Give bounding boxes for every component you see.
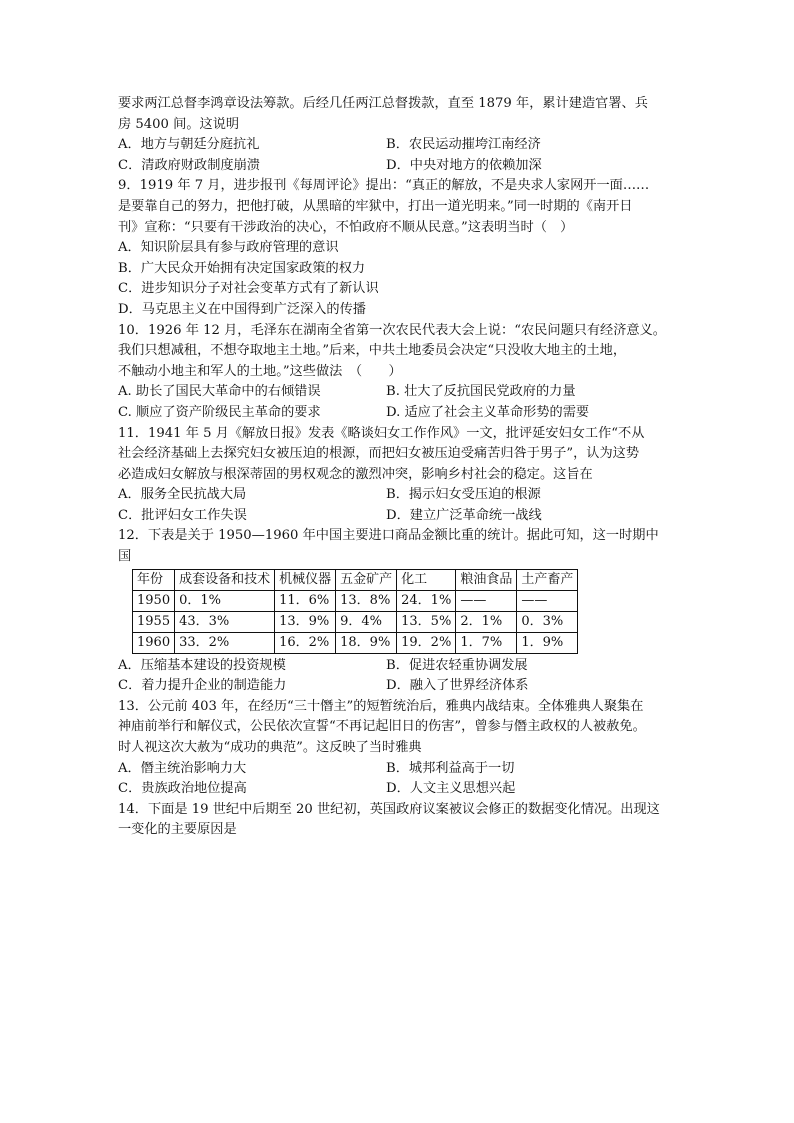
table-header-cell: 年份 xyxy=(133,569,175,590)
import-share-table xyxy=(132,569,578,654)
option-c: C．批评妇女工作失误 xyxy=(118,507,247,523)
table-cell: 2．1% xyxy=(456,611,517,632)
table-cell: 11．6% xyxy=(275,590,336,611)
options-row xyxy=(118,382,678,403)
table-cell: 19．2% xyxy=(397,632,456,653)
option-d: D. 适应了社会主义革命形势的需要 xyxy=(386,404,590,420)
options-row xyxy=(118,676,678,697)
option-d: D．马克思主义在中国得到广泛深入的传播 xyxy=(118,301,366,317)
question-stem-line: 时人视这次大赦为“成功的典范”。这反映了当时雅典 xyxy=(118,740,422,756)
question-stem-line: 必造成妇女解放与根深蒂固的男权观念的激烈冲突，影响乡村社会的稳定。这旨在 xyxy=(118,466,593,482)
option-c: C．贵族政治地位提高 xyxy=(118,781,247,797)
question-stem-line: 10．1926 年 12 月，毛泽东在湖南全省第一次农民代表大会上说：“农民问题只有经济意义。 xyxy=(118,322,666,338)
question-stem-line: 刊》宣称：“只要有干涉政治的决心，不怕政府不顺从民意。”这表明当时（ ） xyxy=(118,219,574,235)
question-9 xyxy=(118,176,678,320)
table-cell: 1．7% xyxy=(456,632,517,653)
table-cell: 43．3% xyxy=(175,611,275,632)
question-8 xyxy=(118,94,678,176)
question-11 xyxy=(118,424,678,527)
table-row xyxy=(133,590,578,611)
table-cell: 13．8% xyxy=(336,590,397,611)
exam-page xyxy=(118,94,678,841)
table-header-cell: 成套设备和技术 xyxy=(175,569,275,590)
option-a: A．知识阶层具有参与政府管理的意识 xyxy=(118,240,339,256)
options-row xyxy=(118,506,678,527)
question-stem-line: 要求两江总督李鸿章设法筹款。后经几任两江总督拨款，直至 1879 年，累计建造官署、兵 xyxy=(118,96,648,111)
table-header-cell: 机械仪器 xyxy=(275,569,336,590)
option-d: D．人文主义思想兴起 xyxy=(386,781,516,797)
table-header-row xyxy=(133,569,578,590)
question-13 xyxy=(118,697,678,800)
option-b: B．揭示妇女受压迫的根源 xyxy=(386,487,541,503)
option-b: B．农民运动摧垮江南经济 xyxy=(386,137,541,153)
question-stem-line: 9．1919 年 7 月，进步报刊《每周评论》提出：“真正的解放，不是央求人家网开一面…… xyxy=(118,178,650,194)
question-stem-line: 一变化的主要原因是 xyxy=(118,822,237,838)
option-a: A．服务全民抗战大局 xyxy=(118,487,247,503)
option-d: D．融入了世界经济体系 xyxy=(386,678,529,694)
options-row xyxy=(118,759,678,780)
option-d: D．建立广泛革命统一战线 xyxy=(386,507,542,523)
table-cell: 13．5% xyxy=(397,611,456,632)
option-a: A．僭主统治影响力大 xyxy=(118,760,247,776)
option-b: B．广大民众开始拥有决定国家政策的权力 xyxy=(118,260,366,276)
table-cell: 13．9% xyxy=(275,611,336,632)
options-row xyxy=(118,779,678,800)
question-stem-line: 14．下面是 19 世纪中后期至 20 世纪初，英国政府议案被议会修正的数据变化情况。出现这 xyxy=(118,801,660,817)
question-stem-line: 神庙前举行和解仪式，公民依次宣誓“不再记起旧日的伤害”，曾参与僭主政权的人被赦免。 xyxy=(118,719,646,735)
table-row xyxy=(133,611,578,632)
option-b: B．城邦利益高于一切 xyxy=(386,760,515,776)
question-stem-line: 是要靠自己的努力，把他打破，从黑暗的牢狱中，打出一道光明来。”同一时期的《南开日 xyxy=(118,198,633,214)
question-14 xyxy=(118,800,678,841)
table-cell: 16．2% xyxy=(275,632,336,653)
option-c: C．清政府财政制度崩溃 xyxy=(118,157,260,173)
options-row xyxy=(118,656,678,677)
table-header-cell: 土产畜产 xyxy=(517,569,578,590)
table-cell: 9．4% xyxy=(336,611,397,632)
question-10 xyxy=(118,321,678,424)
option-d: D．中央对地方的依赖加深 xyxy=(386,157,542,173)
options-row xyxy=(118,485,678,506)
table-cell: 24．1% xyxy=(397,590,456,611)
question-stem-line: 不触动小地主和军人的土地。”这些做法 （ ） xyxy=(118,363,402,379)
question-stem-line: 12．下表是关于 1950—1960 年中国主要进口商品金额比重的统计。据此可知，这一时期中 xyxy=(118,528,659,544)
table-header-cell: 粮油食品 xyxy=(456,569,517,590)
table-cell: —— xyxy=(517,590,578,611)
option-c: C．进步知识分子对社会变革方式有了新认识 xyxy=(118,281,379,297)
question-stem-line: 11．1941 年 5 月《解放日报》发表《略谈妇女工作作风》一文，批评延安妇女工作“不从 xyxy=(118,425,645,441)
table-cell: —— xyxy=(456,590,517,611)
question-stem-line: 我们只想减租，不想夺取地主土地。”后来，中共土地委员会决定“只没收大地主的土地， xyxy=(118,343,627,359)
option-a: A．压缩基本建设的投资规模 xyxy=(118,657,286,673)
options-row xyxy=(118,135,678,156)
question-stem-line: 房 5400 间。这说明 xyxy=(118,116,240,132)
options-row xyxy=(118,403,678,424)
table-cell: 33．2% xyxy=(175,632,275,653)
question-12 xyxy=(118,526,678,696)
table-cell: 0．1% xyxy=(175,590,275,611)
table-cell: 1955 xyxy=(133,611,175,632)
option-b: B．促进农轻重协调发展 xyxy=(386,657,528,673)
option-a: A．地方与朝廷分庭抗礼 xyxy=(118,137,260,153)
option-a: A. 助长了国民大革命中的右倾错误 xyxy=(118,384,321,400)
table-header-cell: 化工 xyxy=(397,569,456,590)
question-stem-line: 13．公元前 403 年，在经历“三十僭主”的短暂统治后，雅典内战结束。全体雅典人聚集在 xyxy=(118,698,644,714)
table-cell: 1950 xyxy=(133,590,175,611)
table-header-cell: 五金矿产 xyxy=(336,569,397,590)
option-b: B. 壮大了反抗国民党政府的力量 xyxy=(386,384,576,400)
question-stem-line: 国 xyxy=(118,549,132,565)
option-c: C. 顺应了资产阶级民主革命的要求 xyxy=(118,404,321,420)
table-cell: 1960 xyxy=(133,632,175,653)
table-cell: 0．3% xyxy=(517,611,578,632)
question-stem-line: 社会经济基础上去探究妇女被压迫的根源，而把妇女被压迫受痛苦归咎于男子”，认为这势 xyxy=(118,446,640,462)
options-row xyxy=(118,156,678,177)
table-cell: 18．9% xyxy=(336,632,397,653)
table-cell: 1．9% xyxy=(517,632,578,653)
option-c: C．着力提升企业的制造能力 xyxy=(118,678,287,694)
table-row xyxy=(133,632,578,653)
